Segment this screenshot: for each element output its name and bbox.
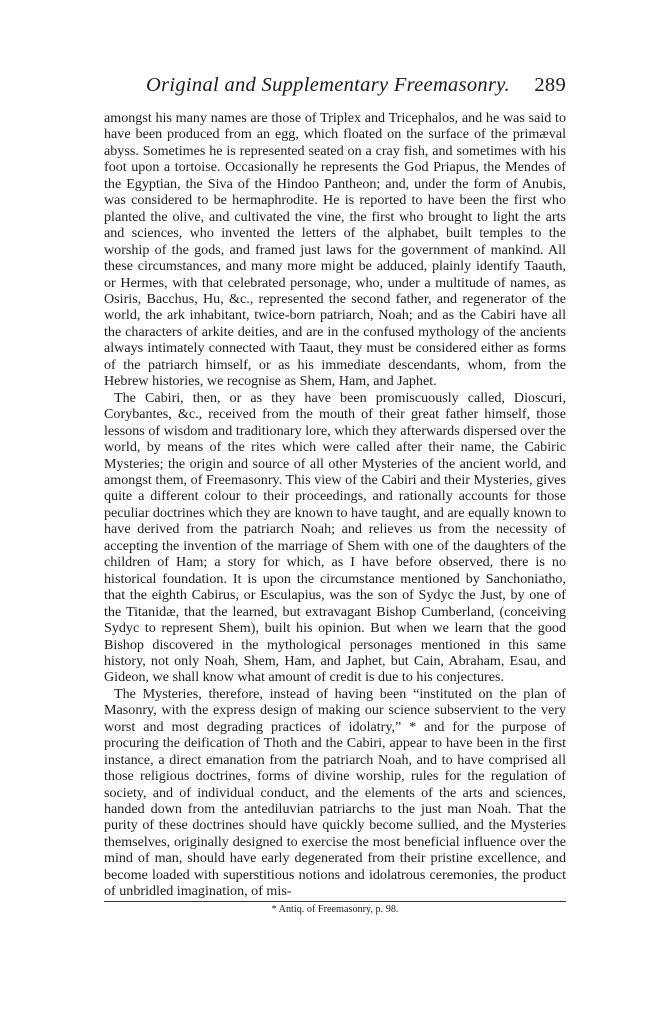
running-head [104,74,566,104]
body-text [104,110,566,900]
paragraph-mysteries: The Mysteries, therefore, instead of having been “instituted on the plan of Masonry, with the express design of making our science subservient to the very worst and most degrading practices of idolatry,” * and for the purpose of procuring the deification of Thoth and the Cabiri, appear to have been in the first instance, a direct emanation from the patriarch Noah, and to have comprised all those religious doctrines, forms of divine worship, rules for the regulation of society, and of individual conduct, and the elements of the arts and sciences, handed down from the antediluvian patriarchs to the just man Noah. That the purity of these doctrines should have quickly become sullied, and the Mysteries themselves, originally designed to exercise the most beneficial influence over the mind of man, should have early degenerated from their pristine excellence, and become loaded with superstitious notions and idolatrous ceremonies, the product of unbridled imagination, of mis- [104,685,566,900]
paragraph-continued: amongst his many names are those of Triplex and Tricephalos, and he was said to have been produced from an egg, which floated on the surface of the primæval abyss. Sometimes he is represented seated on a cray fish, and sometimes with his foot upon a tortoise. Occasionally he represents the God Priapus, the Mendes of the Egyptian, the Siva of the Hindoo Pantheon; and, under the form of Anubis, was considered to be hermaphrodite. He is reported to have been the first who planted the olive, and cultivated the vine, the first who brought to light the arts and sciences, who invented the letters of the alphabet, built temples to the worship of the gods, and framed just laws for the government of mankind. All these circumstances, and many more might be adduced, plainly identify Taauth, or Hermes, with that celebrated personage, who, under a multitude of names, as Osiris, Bacchus, Hu, &c., represented the second father, and regenerator of the world, the ark inhabitant, twice-born patriarch, Noah; and as the Cabiri have all the characters of arkite deities, and are in the confused mythology of the ancients always intimately connected with Taaut, they must be considered either as forms of the patriarch himself, or as his immediate descendants, whom, from the Hebrew histories, we recognise as Shem, Ham, and Japhet. [104,110,566,390]
footnote: * Antiq. of Freemasonry, p. 98. [271,903,399,915]
page-number: 289 [534,74,566,96]
paragraph-cabiri: The Cabiri, then, or as they have been promiscuously called, Dioscuri, Corybantes, &c., received from the mouth of their great father himself, those lessons of wisdom and traditionary lore, which they afterwards dispersed over the world, by means of the rites which were called after their name, the Cabiric Mysteries; the origin and source of all other Mysteries of the ancient world, and amongst them, of Freemasonry. This view of the Cabiri and their Mysteries, gives quite a different colour to their proceedings, and rationally accounts for those peculiar doctrines which they are known to have taught, and are equally known to have derived from the patriarch Noah; and relieves us from the necessity of accepting the invention of the marriage of Shem with one of the daughters of the children of Ham; a story for which, as I have before observed, there is no historical foundation. It is upon the circumstance mentioned by Sanchoniatho, that the eighth Cabirus, or Esculapius, was the son of Sydyc the Just, by one of the Titanidæ, that the learned, but extravagant Bishop Cumberland, (conceiving Sydyc to represent Shem), built his opinion. But when we learn that the good Bishop discovered in the mythological personages mentioned in this same history, not only Noah, Shem, Ham, and Japhet, but Cain, Abraham, Esau, and Gideon, we shall know what amount of credit is due to his conjectures. [104,389,566,686]
footnote-rule [104,901,566,902]
book-page [104,74,566,916]
running-title: Original and Supplementary Freemasonry. [146,74,510,96]
